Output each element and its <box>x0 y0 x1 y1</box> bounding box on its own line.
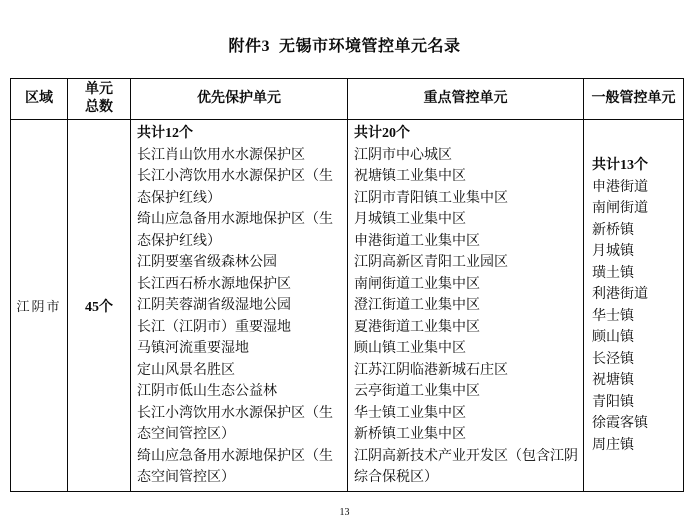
key-control-unit-item: 江苏江阴临港新城石庄区 <box>354 362 508 378</box>
general-control-unit-item: 顾山镇 <box>592 330 634 345</box>
key-control-unit-item: 澄江街道工业集中区 <box>354 298 480 313</box>
page-number: 13 <box>339 507 350 518</box>
general-control-units-summary: 共计13个 <box>592 158 648 173</box>
key-control-unit-item: 申港街道工业集中区 <box>354 233 480 249</box>
general-control-units-cell <box>584 120 684 492</box>
header-priority-units: 优先保护单元 <box>131 79 348 120</box>
general-control-unit-item: 申港街道 <box>592 179 648 195</box>
header-unit-total <box>68 79 131 120</box>
priority-unit-item: 长江（江阴市）重要湿地 <box>137 319 291 335</box>
priority-units-list <box>137 145 345 489</box>
title-attachment-label: 附件3 <box>228 38 270 55</box>
general-control-unit-item: 月城镇 <box>592 244 634 259</box>
key-control-units-summary: 共计20个 <box>354 126 410 141</box>
priority-units-summary: 共计12个 <box>137 126 193 141</box>
key-control-unit-item: 祝塘镇工业集中区 <box>354 169 466 184</box>
priority-unit-item: 长江小湾饮用水水源保护区（生态保护红线） <box>137 169 333 206</box>
key-control-unit-item: 云亭街道工业集中区 <box>354 384 480 399</box>
key-control-unit-item: 江阴高新区青阳工业园区 <box>354 255 508 270</box>
key-control-unit-item: 月城镇工业集中区 <box>354 212 466 227</box>
page-title <box>0 0 689 56</box>
header-general-control-units: 一般管控单元 <box>584 79 684 120</box>
priority-unit-item: 江阴芙蓉湖省级湿地公园 <box>137 298 291 313</box>
general-control-unit-item: 周庄镇 <box>592 437 634 453</box>
general-control-unit-item: 华士镇 <box>592 308 634 324</box>
general-control-unit-item: 南闸街道 <box>592 201 648 216</box>
general-control-unit-item: 新桥镇 <box>592 222 634 238</box>
control-units-table <box>10 78 684 492</box>
header-unit-total-line2: 总数 <box>85 100 113 115</box>
key-control-unit-item: 新桥镇工业集中区 <box>354 427 466 442</box>
key-control-unit-item: 南闸街道工业集中区 <box>354 276 480 292</box>
key-control-unit-item: 江阴市中心城区 <box>354 147 452 163</box>
key-control-units-cell <box>348 120 584 492</box>
header-key-control-units: 重点管控单元 <box>348 79 584 120</box>
priority-unit-item: 绮山应急备用水源地保护区（生态保护红线） <box>137 212 333 249</box>
general-control-unit-item: 徐霞客镇 <box>592 416 648 431</box>
general-control-unit-item: 利港街道 <box>592 287 648 302</box>
key-control-unit-item: 夏港街道工业集中区 <box>354 319 480 335</box>
general-control-units-list <box>592 177 681 457</box>
priority-unit-item: 马镇河流重要湿地 <box>137 341 249 356</box>
key-control-unit-item: 江阴市青阳镇工业集中区 <box>354 190 508 206</box>
title-main-text: 无锡市环境管控单元名录 <box>279 38 461 55</box>
priority-unit-item: 绮山应急备用水源地保护区（生态空间管控区） <box>137 448 333 485</box>
header-region: 区域 <box>11 79 68 120</box>
table-header-row <box>11 79 684 120</box>
region-cell: 江阴市 <box>11 120 68 492</box>
key-control-unit-item: 江阴高新技术产业开发区（包含江阴综合保税区） <box>354 448 578 485</box>
priority-unit-item: 长江西石桥水源地保护区 <box>137 276 291 292</box>
priority-unit-item: 定山风景名胜区 <box>137 362 235 378</box>
general-control-unit-item: 祝塘镇 <box>592 373 634 388</box>
key-control-unit-item: 华士镇工业集中区 <box>354 405 466 421</box>
key-control-unit-item: 顾山镇工业集中区 <box>354 341 466 356</box>
table-row <box>11 120 684 492</box>
priority-unit-item: 长江肖山饮用水水源保护区 <box>137 147 305 163</box>
priority-unit-item: 长江小湾饮用水水源保护区（生态空间管控区） <box>137 405 333 442</box>
priority-units-cell <box>131 120 348 492</box>
general-control-unit-item: 璜土镇 <box>592 265 634 281</box>
key-control-units-list <box>354 145 581 489</box>
unit-total-cell: 45个 <box>68 120 131 492</box>
header-unit-total-line1: 单元 <box>85 82 113 97</box>
priority-unit-item: 江阴要塞省级森林公园 <box>137 255 277 270</box>
general-control-unit-item: 长泾镇 <box>592 351 634 367</box>
general-control-unit-item: 青阳镇 <box>592 394 634 410</box>
priority-unit-item: 江阴市低山生态公益林 <box>137 384 277 399</box>
